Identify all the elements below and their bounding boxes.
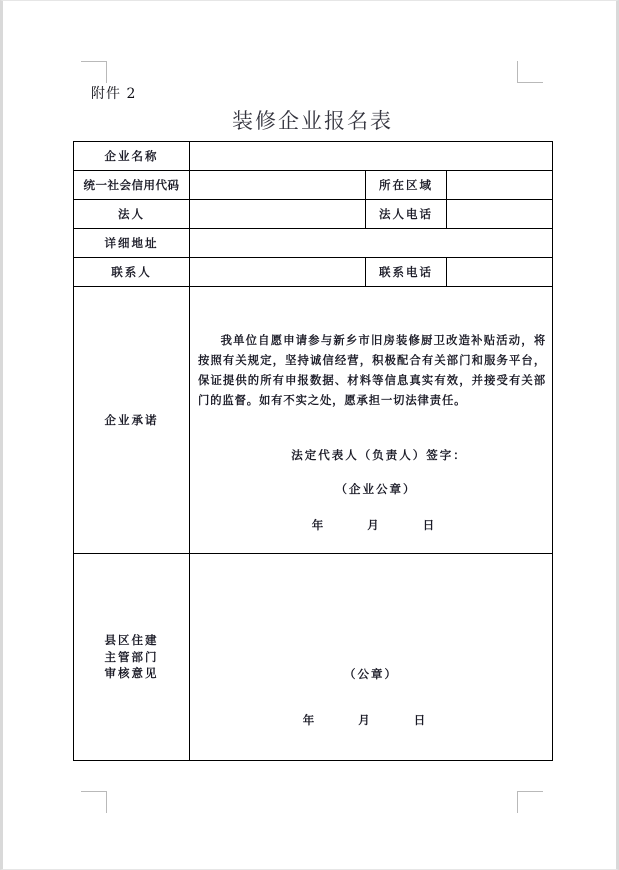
field-value-contact-person[interactable]	[190, 258, 366, 287]
review-date-year: 年	[302, 713, 317, 727]
table-row	[74, 258, 553, 287]
table-row-commitment	[74, 287, 553, 554]
review-label-line-1: 县区住建	[104, 632, 159, 647]
commitment-date-month: 月	[367, 517, 381, 532]
field-value-credit-code[interactable]	[190, 171, 366, 200]
review-date-line[interactable]	[190, 712, 552, 728]
review-content-cell[interactable]	[190, 554, 553, 761]
field-value-legal-person-phone[interactable]	[447, 200, 553, 229]
commitment-date-day: 日	[422, 517, 437, 532]
company-seal-line: （企业公章）	[335, 481, 417, 496]
crop-mark-top-right	[517, 61, 543, 83]
field-value-contact-phone[interactable]	[447, 258, 553, 287]
table-row	[74, 142, 553, 171]
review-label-line-2: 主管部门	[104, 649, 159, 664]
field-label-legal-person-phone: 法人电话	[366, 200, 447, 229]
crop-mark-bottom-right	[517, 791, 543, 813]
field-label-contact-phone: 联系电话	[366, 258, 447, 287]
table-row	[74, 200, 553, 229]
commitment-content-cell[interactable]	[190, 287, 553, 554]
legal-representative-signature-line[interactable]: 法定代表人（负责人）签字：	[291, 447, 467, 462]
crop-mark-bottom-left	[81, 791, 107, 813]
review-label-line-3: 审核意见	[104, 666, 159, 681]
table-row	[74, 229, 553, 258]
attachment-label: 附件 2	[91, 86, 137, 102]
field-label-address: 详细地址	[74, 229, 190, 258]
field-label-credit-code: 统一社会信用代码	[74, 171, 190, 200]
field-label-legal-person: 法人	[74, 200, 190, 229]
review-date-month: 月	[358, 713, 372, 727]
section-label-review	[74, 554, 190, 761]
page-title: 装修企业报名表	[232, 109, 393, 133]
commitment-date-line[interactable]	[198, 517, 546, 533]
review-date-day: 日	[413, 713, 428, 727]
section-label-commitment: 企业承诺	[74, 287, 190, 554]
commitment-date-year: 年	[311, 517, 326, 532]
field-value-legal-person[interactable]	[190, 200, 366, 229]
registration-form-table	[73, 141, 553, 761]
field-label-company-name: 企业名称	[74, 142, 190, 171]
table-row	[74, 171, 553, 200]
commitment-paragraph: 我单位自愿申请参与新乡市旧房装修厨卫改造补贴活动，将按照有关规定，坚持诚信经营，积极配合有关部门和服务平台，保证提供的所有申报数据、材料等信息真实有效，并接受有关部门的监督。如有不实之处，愿承担一切法律责任。	[198, 334, 547, 407]
field-label-region: 所在区域	[366, 171, 447, 200]
field-label-contact-person: 联系人	[74, 258, 190, 287]
field-value-address[interactable]	[190, 229, 553, 258]
review-official-seal-line: （公章）	[344, 667, 398, 681]
crop-mark-top-left	[81, 61, 107, 83]
field-value-company-name[interactable]	[190, 142, 553, 171]
field-value-region[interactable]	[447, 171, 553, 200]
table-row-review	[74, 554, 553, 761]
